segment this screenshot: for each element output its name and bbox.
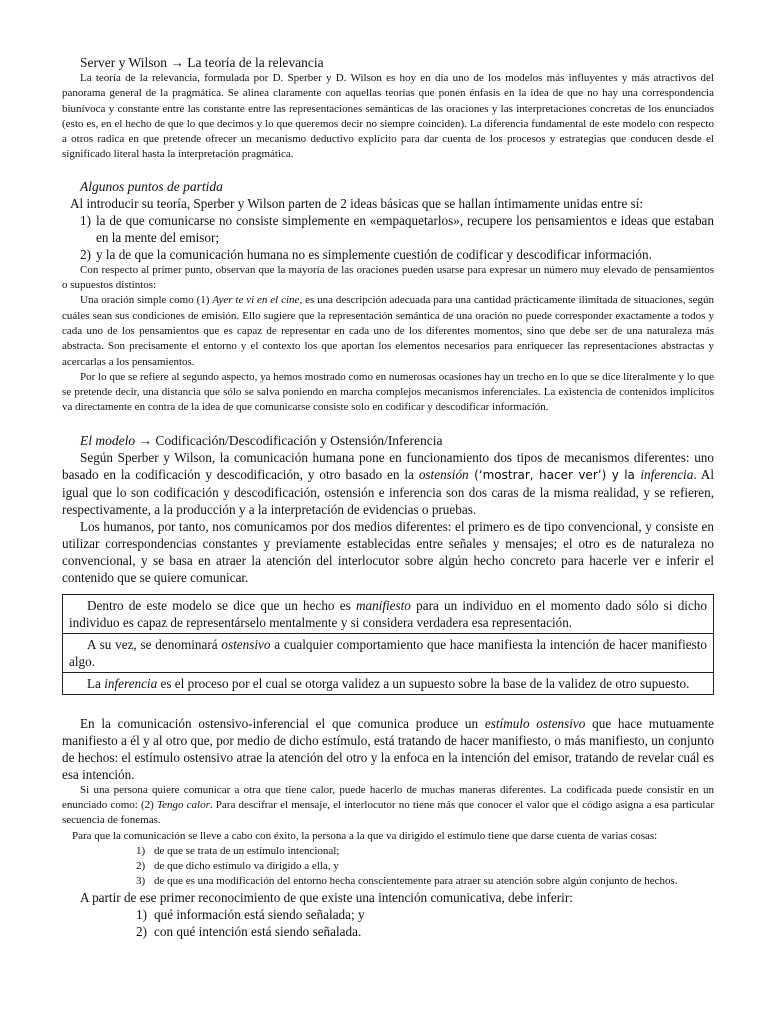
paragraph-ostensive-stimulus: En la comunicación ostensivo-inferencial el que comunica produce un estímulo ostensivo que hace mutuamente manifiesto a él y al otro que, por medio de dicho estímulo, está tratando de hacer manifiesto, o más manifiesto, un conjunto de hechos: el estímulo ostensivo atrae la atención del otro y la enfoca en la intención del emisor, tratando de revelar cuál es esa intención. bbox=[62, 715, 714, 782]
list-item: 2) y la de que la comunicación humana no es simplemente cuestión de codificar y descodificar información. bbox=[80, 246, 652, 262]
paragraph-first-point: Con respecto al primer punto, observan que la mayoría de las oraciones pueden usarse para expresar un número muy elevado de pensamientos o supuestos distintos: bbox=[62, 263, 714, 292]
paragraph-mechanisms: Según Sperber y Wilson, la comunicación humana pone en funcionamiento dos tipos de mecanismos diferentes: uno basado en la codificación y descodificación, y otro basado en la ostensión (‘mostrar, hacer ver’) y la inferencia. Al igual que lo son codificación y descodificación, ostensión e inferencia son dos caras de la misma realidad, y se refieren, respectivamente, a la producción y a la interpretación de evidencias o pruebas. bbox=[62, 449, 714, 517]
list-item: 1) la de que comunicarse no consiste simplemente en «empaquetarlos», recupere los pensamientos e ideas que estaban en la mente del emisor; bbox=[80, 212, 714, 245]
paragraph-intro: La teoría de la relevancia, formulada por D. Sperber y D. Wilson es hoy en día uno de los modelos más influyentes y más atractivos del panorama general de la pragmática. Se alinea claramente con aquellas teorías que ponen énfasis en la idea de que no hay una correspondencia biunívoca y constante entre las constante entre las representaciones semánticas de las oraciones y las interpretaciones concretas de los enunciados (esto es, en el hecho de que lo que decimos y lo que queremos decir no siempre coinciden). La diferencia fundamental de este modelo con respecto a otros radica en que pretende ofrecer un mecanismo deductivo explícito para dar cuenta de los procesos y estrategias que conducen desde el significado literal hasta la interpretación pragmática. bbox=[62, 72, 714, 161]
paragraph-two-means: Los humanos, por tanto, nos comunicamos por dos medios diferentes: el primero es de tipo convencional, y consiste en utilizar correspondencias constantes y previamente establecidas entre señales y mensajes; el otro es de naturaleza no convencional, y se basa en atraer la atención del interlocutor sobre algún hecho concreto para hacerle ver e inferir el contenido que se quiere comunicar. bbox=[62, 518, 714, 585]
definition-ostensivo: A su vez, se denominará ostensivo a cualquier comportamiento que hace manifiesta la intención de hacer manifiesto algo. bbox=[63, 634, 713, 673]
definition-inferencia: La inferencia es el proceso por el cual se otorga validez a un supuesto sobre la base de la validez de otro supuesto. bbox=[87, 675, 690, 691]
infer-list bbox=[62, 906, 714, 940]
paragraph-example-1: Una oración simple como (1) Ayer te vi en el cine, es una descripción adecuada para una cantidad prácticamente ilimitada de situaciones, según cuáles sean sus condiciones de emisión. Ello sugiere que la representación semántica de una oración no puede corresponder exactamente a todos y cada uno de los pensamientos que es capaz de representar en cada uno de los diferentes momentos, sino que debe ser de una naturaleza más abstracta. Son precisamente el entorno y el contexto los que aportan los elementos necesarios para enriquecer las representaciones abstractas y acercarlas a los pensamientos. bbox=[62, 294, 715, 368]
basic-ideas-list bbox=[62, 212, 714, 263]
example-sentence-1: Ayer te vi en el cine bbox=[212, 294, 300, 307]
list-item: 2) con qué intención está siendo señalada. bbox=[136, 923, 362, 939]
list-item: 3) de que es una modificación del entorno hecha conscientemente para atraer su atención sobre algún conjunto de hechos. bbox=[136, 874, 678, 887]
list-item: 1) de que se trata de un estímulo intencional; bbox=[136, 844, 340, 857]
document-page bbox=[62, 54, 714, 940]
list-item: 1) qué información está siendo señalada; y bbox=[136, 906, 365, 922]
paragraph-infer: A partir de ese primer reconocimiento de que existe una intención comunicativa, debe inferir: bbox=[80, 889, 573, 905]
section-heading-starting-points: Algunos puntos de partida bbox=[80, 178, 223, 194]
paragraph-success-conditions: Para que la comunicación se lleve a cabo con éxito, la persona a la que va dirigido el estímulo tiene que darse cuenta de varias cosas: bbox=[72, 829, 658, 842]
section-heading-relevance: Server y Wilson → La teoría de la relevancia bbox=[80, 55, 324, 70]
conditions-list bbox=[62, 844, 714, 889]
paragraph-example-2: Si una persona quiere comunicar a otra que tiene calor, puede hacerlo de muchas maneras diferentes. La codificada puede consistir en un enunciado como: (2) Tengo calor. Para descifrar el mensaje, el interlocutor no tiene más que conocer el valor que el código asigna a esa particular secuencia de fonemas. bbox=[62, 783, 714, 827]
list-item: 2) de que dicho estímulo va dirigido a ella, y bbox=[136, 859, 339, 872]
paragraph-second-point: Por lo que se refiere al segundo aspecto, ya hemos mostrado como en numerosas ocasiones hay un trecho en lo que se dice literalmente y lo que se pretende decir, una distancia que sólo se salva poniendo en marcha complejos mecanismos inferenciales. La existencia de contenidos implícitos va directamente en contra de la idea de que comunicarse consiste solo en codificar y descodificar información. bbox=[62, 370, 714, 414]
example-sentence-2: Tengo calor bbox=[157, 799, 210, 812]
section-heading-model: El modelo → Codificación/Descodificación y Ostensión/Inferencia bbox=[80, 432, 443, 448]
definitions-box bbox=[62, 594, 714, 695]
paragraph-basic-ideas: Al introducir su teoría, Sperber y Wilson parten de 2 ideas básicas que se hallan íntimamente unidas entre sí: bbox=[70, 195, 644, 211]
definition-manifiesto: Dentro de este modelo se dice que un hecho es manifiesto para un individuo en el momento dado sólo si dicho individuo es capaz de representárselo mentalmente y si considera verdadera esa representación. bbox=[63, 595, 713, 634]
